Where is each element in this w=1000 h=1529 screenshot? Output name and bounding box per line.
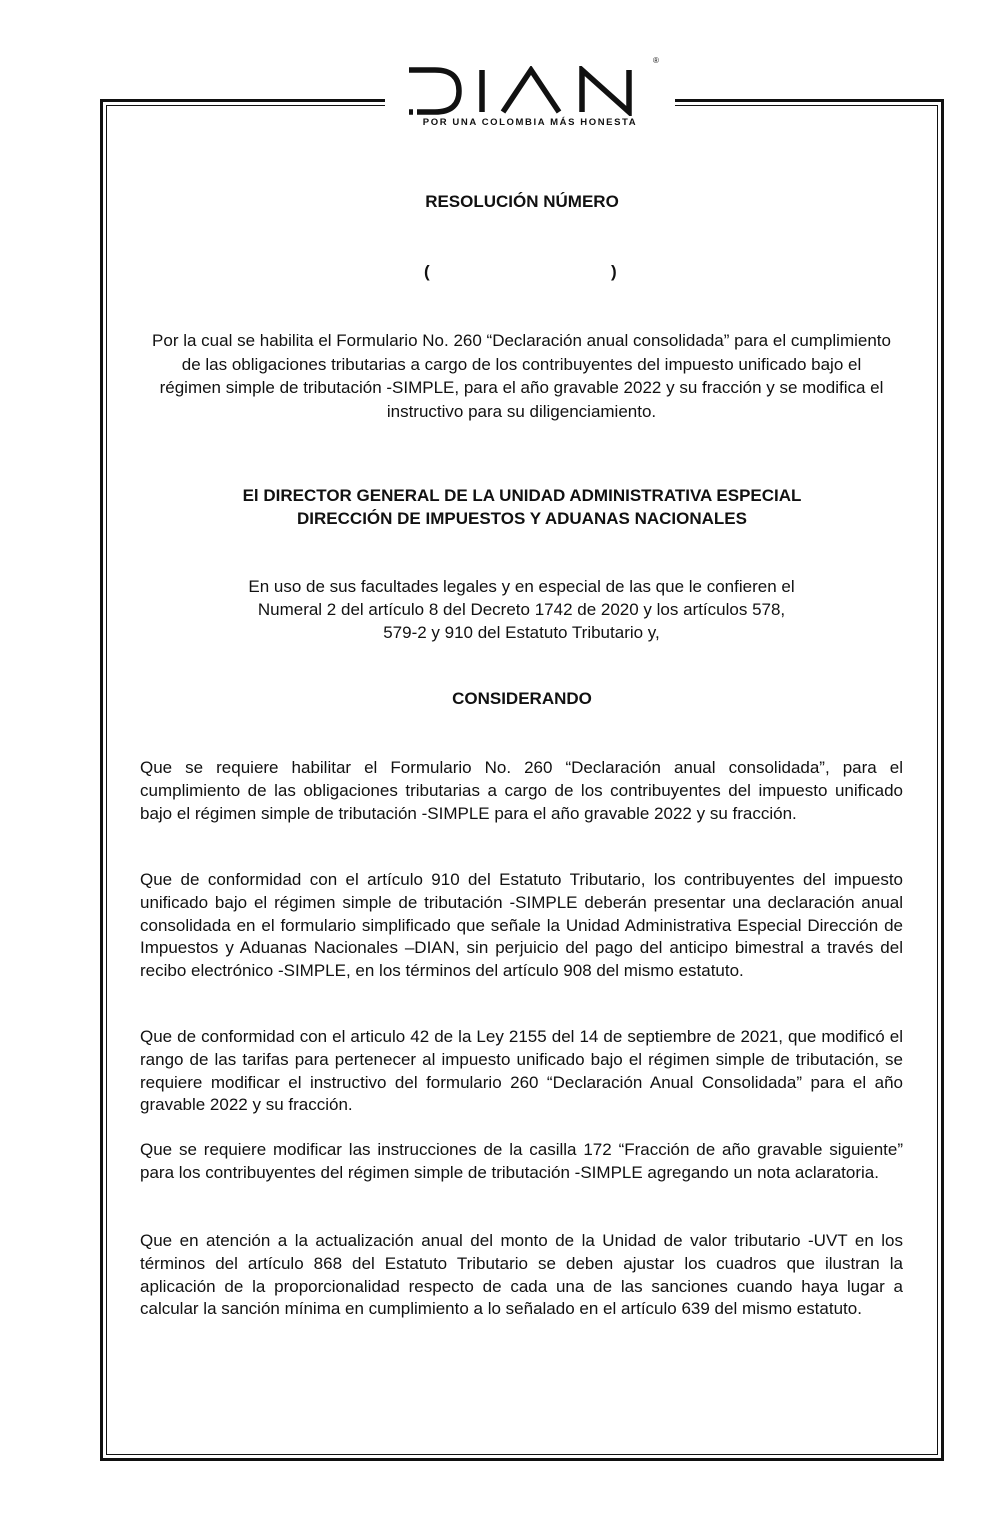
consideration-paragraph-4: Que se requiere modificar las instrucciones de la casilla 172 “Fracción de año gravable siguiente” para los contribuyentes del régimen simple de tributación -SIMPLE agregando un nota aclaratoria.	[140, 1140, 903, 1182]
consideration-paragraph-5: Que en atención a la actualización anual del monto de la Unidad de valor tributario -UVT en los términos del artículo 868 del Estatuto Tributario se deben ajustar los cuadros que ilustran la aplicación de la proporcionalidad respecto de cada una de las sanciones cuando haya lugar a calcular la sanción mínima en cumplimiento a lo señalado en el artículo 639 del mismo estatuto.	[140, 1231, 903, 1319]
number-open-paren: (	[424, 262, 430, 281]
dian-logo	[385, 52, 675, 134]
resolution-title: RESOLUCIÓN NÚMERO	[425, 192, 619, 211]
issuer-line-2: DIRECCIÓN DE IMPUESTOS Y ADUANAS NACIONALES	[297, 509, 747, 528]
consideration-paragraph-1: Que se requiere habilitar el Formulario No. 260 “Declaración anual consolidada”, para el cumplimiento de las obligaciones tributarias a cargo de los contribuyentes del impuesto unificado bajo el régimen simple de tributación -SIMPLE para el año gravable 2022 y su fracción.	[140, 758, 903, 823]
logo-tagline: POR UNA COLOMBIA MÁS HONESTA	[422, 117, 638, 128]
authority-line-1: En uso de sus facultades legales y en especial de las que le confieren el	[248, 577, 795, 596]
authority-line-2: Numeral 2 del artículo 8 del Decreto 1742 de 2020 y los artículos 578,	[257, 600, 786, 619]
resolution-subject: Por la cual se habilita el Formulario No. 260 “Declaración anual consolidada” para el cumplimiento de las obligaciones tributarias a cargo de los contribuyentes del impuesto unificado bajo el régimen simple de tributación -SIMPLE, para el año gravable 2022 y su fracción y se modifica el instructivo para su diligenciamiento.	[152, 331, 891, 421]
dian-logo-wordmark	[407, 66, 647, 116]
consideration-paragraph-2: Que de conformidad con el artículo 910 del Estatuto Tributario, los contribuyentes del impuesto unificado bajo el régimen simple de tributación -SIMPLE deberán presentar una declaración anual consolidada en el formulario simplificado que señale la Unidad Administrativa Especial Dirección de Impuestos y Aduanas Nacionales –DIAN, sin perjuicio del pago del anticipo bimestral a través del recibo electrónico -SIMPLE, en los términos del artículo 908 del mismo estatuto.	[140, 870, 903, 981]
number-close-paren: )	[611, 262, 617, 281]
considering-heading: CONSIDERANDO	[452, 689, 592, 708]
registered-mark: ®	[653, 56, 659, 65]
authority-line-3: 579-2 y 910 del Estatuto Tributario y,	[383, 623, 660, 642]
consideration-paragraph-3: Que de conformidad con el articulo 42 de la Ley 2155 del 14 de septiembre de 2021, que modificó el rango de las tarifas para pertenecer al impuesto unificado bajo el régimen simple de tributación, se requiere modificar el instructivo del formulario 260 “Declaración Anual Consolidada” para el año gravable 2022 y su fracción.	[140, 1027, 903, 1115]
issuer-line-1: El DIRECTOR GENERAL DE LA UNIDAD ADMINISTRATIVA ESPECIAL	[242, 486, 802, 505]
